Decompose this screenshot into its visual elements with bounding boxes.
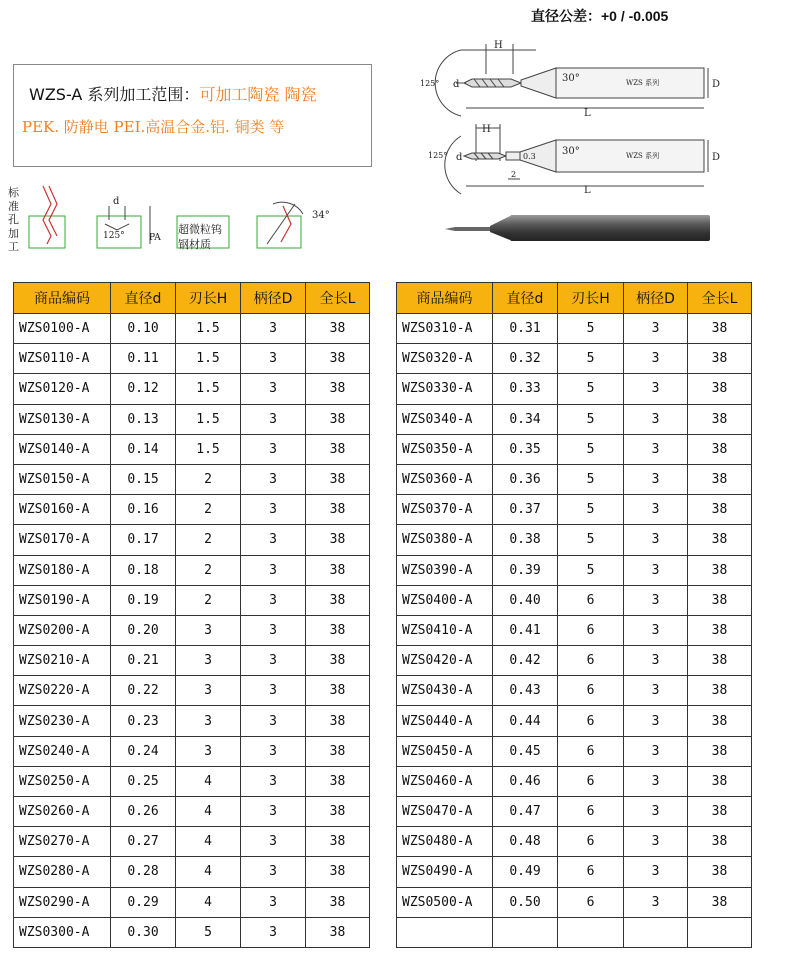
table-row	[14, 827, 370, 857]
table-row	[397, 464, 752, 494]
cell-flute-length: 2	[176, 495, 241, 525]
cell-flute-length: 5	[176, 917, 241, 947]
cell-shank-diameter: 3	[624, 404, 688, 434]
drawing-angle-30-1: 30°	[562, 73, 580, 84]
table-row	[397, 857, 752, 887]
cell-code: WZS0180-A	[14, 555, 111, 585]
cell-flute-length: 5	[558, 555, 624, 585]
hole-machining-sketch	[5, 184, 335, 259]
cell-flute-length: 2	[176, 555, 241, 585]
drill-technical-drawing	[416, 36, 726, 206]
cell-overall-length: 38	[306, 344, 370, 374]
table-row	[397, 404, 752, 434]
cell-diameter: 0.29	[111, 887, 176, 917]
drawing-D-label-1: D	[712, 79, 721, 90]
sketch-pa-label: PA	[149, 233, 161, 243]
cell-overall-length: 38	[306, 555, 370, 585]
cell-diameter: 0.46	[493, 766, 558, 796]
cell-overall-length: 38	[306, 495, 370, 525]
cell-overall-length: 38	[306, 585, 370, 615]
cell-code: WZS0370-A	[397, 495, 493, 525]
cell-code: WZS0120-A	[14, 374, 111, 404]
cell-overall-length: 38	[688, 857, 752, 887]
series-range-prefix: WZS-A 系列加工范围：	[29, 85, 200, 104]
cell-shank-diameter: 3	[241, 887, 306, 917]
cell-diameter: 0.25	[111, 766, 176, 796]
cell-diameter: 0.17	[111, 525, 176, 555]
cell-shank-diameter: 3	[624, 434, 688, 464]
table-header-row	[14, 283, 370, 314]
cell-code: WZS0490-A	[397, 857, 493, 887]
cell-diameter: 0.36	[493, 464, 558, 494]
cell-diameter: 0.47	[493, 797, 558, 827]
cell-shank-diameter: 3	[241, 797, 306, 827]
drawing-h-label-1: H	[494, 40, 503, 51]
cell-shank-diameter	[624, 917, 688, 947]
table-row	[14, 706, 370, 736]
cell-shank-diameter: 3	[241, 736, 306, 766]
cell-shank-diameter: 3	[624, 464, 688, 494]
cell-shank-diameter: 3	[624, 857, 688, 887]
cell-shank-diameter: 3	[624, 766, 688, 796]
cell-flute-length: 4	[176, 827, 241, 857]
cell-diameter: 0.18	[111, 555, 176, 585]
cell-flute-length: 4	[176, 797, 241, 827]
table-row	[14, 766, 370, 796]
cell-code: WZS0430-A	[397, 676, 493, 706]
cell-diameter: 0.50	[493, 887, 558, 917]
table-row	[14, 374, 370, 404]
cell-overall-length: 38	[688, 887, 752, 917]
cell-flute-length: 6	[558, 887, 624, 917]
cell-shank-diameter: 3	[624, 706, 688, 736]
cell-diameter: 0.34	[493, 404, 558, 434]
header-flute-length: 刃长H	[558, 283, 624, 314]
cell-diameter: 0.37	[493, 495, 558, 525]
cell-overall-length: 38	[306, 374, 370, 404]
cell-code: WZS0300-A	[14, 917, 111, 947]
cell-overall-length: 38	[306, 766, 370, 796]
cell-flute-length: 6	[558, 646, 624, 676]
cell-diameter: 0.44	[493, 706, 558, 736]
cell-flute-length: 6	[558, 676, 624, 706]
cell-flute-length: 6	[558, 766, 624, 796]
cell-overall-length: 38	[688, 495, 752, 525]
table-row	[14, 646, 370, 676]
cell-diameter: 0.21	[111, 646, 176, 676]
series-range-line2: PEK. 防静电 PEI.高温合金.铝. 铜类 等	[22, 118, 285, 136]
table-row	[397, 495, 752, 525]
cell-shank-diameter: 3	[241, 646, 306, 676]
cell-code: WZS0260-A	[14, 797, 111, 827]
cell-diameter: 0.11	[111, 344, 176, 374]
cell-flute-length: 6	[558, 736, 624, 766]
cell-shank-diameter: 3	[624, 827, 688, 857]
cell-flute-length: 5	[558, 495, 624, 525]
table-body-left	[14, 314, 370, 948]
cell-code: WZS0500-A	[397, 887, 493, 917]
cell-shank-diameter: 3	[624, 797, 688, 827]
drawing-step-03: 0.3	[523, 152, 536, 161]
cell-diameter: 0.15	[111, 464, 176, 494]
cell-shank-diameter: 3	[241, 434, 306, 464]
header-code: 商品编码	[14, 283, 111, 314]
cell-shank-diameter: 3	[241, 917, 306, 947]
cell-flute-length: 3	[176, 646, 241, 676]
cell-overall-length: 38	[306, 464, 370, 494]
cell-shank-diameter: 3	[624, 344, 688, 374]
table-row	[397, 555, 752, 585]
cell-overall-length: 38	[688, 404, 752, 434]
cell-diameter: 0.43	[493, 676, 558, 706]
cell-shank-diameter: 3	[241, 615, 306, 645]
cell-flute-length: 5	[558, 434, 624, 464]
table-header-row	[397, 283, 752, 314]
cell-code: WZS0470-A	[397, 797, 493, 827]
table-body-right	[397, 314, 752, 948]
table-row	[14, 615, 370, 645]
cell-flute-length: 1.5	[176, 374, 241, 404]
cell-diameter	[493, 917, 558, 947]
cell-flute-length: 2	[176, 525, 241, 555]
cell-flute-length: 1.5	[176, 404, 241, 434]
cell-shank-diameter: 3	[624, 585, 688, 615]
cell-shank-diameter: 3	[624, 615, 688, 645]
cell-diameter: 0.24	[111, 736, 176, 766]
cell-diameter: 0.30	[111, 917, 176, 947]
cell-code: WZS0140-A	[14, 434, 111, 464]
table-row	[397, 887, 752, 917]
table-row	[397, 314, 752, 344]
table-row	[14, 495, 370, 525]
cell-code: WZS0240-A	[14, 736, 111, 766]
cell-diameter: 0.19	[111, 585, 176, 615]
header-diameter: 直径d	[111, 283, 176, 314]
cell-shank-diameter: 3	[241, 344, 306, 374]
cell-shank-diameter: 3	[241, 555, 306, 585]
cell-shank-diameter: 3	[241, 857, 306, 887]
drawing-d-label-1: d	[453, 79, 460, 90]
cell-flute-length: 3	[176, 736, 241, 766]
cell-flute-length: 6	[558, 827, 624, 857]
cell-overall-length: 38	[306, 887, 370, 917]
series-range-line1	[29, 82, 317, 105]
cell-diameter: 0.13	[111, 404, 176, 434]
cell-overall-length: 38	[688, 525, 752, 555]
cell-diameter: 0.32	[493, 344, 558, 374]
cell-code: WZS0410-A	[397, 615, 493, 645]
cell-diameter: 0.48	[493, 827, 558, 857]
spec-table-right	[396, 282, 752, 948]
table-row	[14, 676, 370, 706]
cell-overall-length: 38	[306, 646, 370, 676]
cell-shank-diameter: 3	[624, 525, 688, 555]
table-row	[397, 374, 752, 404]
table-row	[397, 434, 752, 464]
drawing-D-label-2: D	[712, 152, 721, 163]
header-shank-diameter: 柄径D	[241, 283, 306, 314]
header-overall-length: 全长L	[306, 283, 370, 314]
cell-code: WZS0320-A	[397, 344, 493, 374]
cell-diameter: 0.45	[493, 736, 558, 766]
cell-overall-length: 38	[306, 525, 370, 555]
cell-flute-length: 1.5	[176, 434, 241, 464]
cell-shank-diameter: 3	[241, 495, 306, 525]
cell-diameter: 0.10	[111, 314, 176, 344]
cell-flute-length: 5	[558, 525, 624, 555]
cell-code: WZS0230-A	[14, 706, 111, 736]
table-row	[397, 917, 752, 947]
cell-code: WZS0170-A	[14, 525, 111, 555]
cell-flute-length: 6	[558, 706, 624, 736]
cell-code: WZS0360-A	[397, 464, 493, 494]
cell-diameter: 0.20	[111, 615, 176, 645]
table-row	[14, 917, 370, 947]
cell-overall-length: 38	[688, 314, 752, 344]
cell-flute-length: 2	[176, 464, 241, 494]
cell-flute-length: 4	[176, 887, 241, 917]
table-row	[397, 827, 752, 857]
cell-code: WZS0460-A	[397, 766, 493, 796]
header-flute-length: 刃长H	[176, 283, 241, 314]
drawing-angle-tip-2: 125°	[428, 151, 448, 160]
cell-overall-length: 38	[688, 615, 752, 645]
cell-shank-diameter: 3	[241, 464, 306, 494]
cell-code: WZS0160-A	[14, 495, 111, 525]
sketch-d-label: d	[113, 196, 120, 207]
cell-overall-length: 38	[306, 615, 370, 645]
cell-flute-length: 5	[558, 314, 624, 344]
cell-shank-diameter: 3	[624, 736, 688, 766]
table-row	[397, 706, 752, 736]
table-row	[397, 676, 752, 706]
cell-code: WZS0400-A	[397, 585, 493, 615]
cell-diameter: 0.38	[493, 525, 558, 555]
cell-flute-length: 5	[558, 404, 624, 434]
cell-flute-length: 5	[558, 464, 624, 494]
cell-flute-length: 1.5	[176, 344, 241, 374]
cell-overall-length: 38	[688, 374, 752, 404]
table-row	[14, 555, 370, 585]
cell-code: WZS0340-A	[397, 404, 493, 434]
cell-flute-length: 5	[558, 344, 624, 374]
cell-flute-length: 2	[176, 585, 241, 615]
cell-overall-length: 38	[688, 766, 752, 796]
table-row	[14, 404, 370, 434]
cell-shank-diameter: 3	[241, 766, 306, 796]
cell-flute-length: 3	[176, 615, 241, 645]
cell-shank-diameter: 3	[241, 585, 306, 615]
cell-flute-length	[558, 917, 624, 947]
cell-shank-diameter: 3	[241, 374, 306, 404]
cell-overall-length: 38	[688, 585, 752, 615]
table-row	[397, 344, 752, 374]
cell-code: WZS0330-A	[397, 374, 493, 404]
cell-code: WZS0210-A	[14, 646, 111, 676]
cell-code: WZS0190-A	[14, 585, 111, 615]
cell-shank-diameter: 3	[624, 314, 688, 344]
cell-code: WZS0480-A	[397, 827, 493, 857]
table-row	[397, 766, 752, 796]
cell-shank-diameter: 3	[624, 374, 688, 404]
cell-flute-length: 5	[558, 374, 624, 404]
cell-code: WZS0250-A	[14, 766, 111, 796]
cell-overall-length: 38	[688, 344, 752, 374]
drawing-step-2: 2	[511, 170, 517, 179]
cell-shank-diameter: 3	[241, 706, 306, 736]
drawing-h-label-2: H	[482, 124, 491, 135]
cell-diameter: 0.40	[493, 585, 558, 615]
table-row	[14, 434, 370, 464]
table-row	[14, 797, 370, 827]
cell-diameter: 0.14	[111, 434, 176, 464]
spec-table-left	[13, 282, 370, 948]
cell-flute-length: 4	[176, 857, 241, 887]
sketch-angle-34: 34°	[312, 210, 330, 221]
cell-overall-length: 38	[688, 797, 752, 827]
cell-diameter: 0.35	[493, 434, 558, 464]
table-row	[14, 585, 370, 615]
series-range-box	[13, 64, 372, 167]
cell-diameter: 0.16	[111, 495, 176, 525]
cell-shank-diameter: 3	[241, 314, 306, 344]
table-row	[14, 736, 370, 766]
cell-diameter: 0.49	[493, 857, 558, 887]
cell-overall-length: 38	[306, 676, 370, 706]
cell-code: WZS0450-A	[397, 736, 493, 766]
cell-diameter: 0.26	[111, 797, 176, 827]
drawing-d-label-2: d	[456, 152, 463, 163]
cell-overall-length	[688, 917, 752, 947]
cell-overall-length: 38	[688, 555, 752, 585]
cell-diameter: 0.33	[493, 374, 558, 404]
drawing-L-label-1: L	[584, 108, 591, 119]
cell-code: WZS0150-A	[14, 464, 111, 494]
drawing-L-label-2: L	[584, 185, 591, 196]
header-shank-diameter: 柄径D	[624, 283, 688, 314]
drawing-series-mark-2: WZS 系列	[626, 152, 660, 160]
cell-flute-length: 1.5	[176, 314, 241, 344]
cell-shank-diameter: 3	[241, 827, 306, 857]
cell-diameter: 0.28	[111, 857, 176, 887]
cell-diameter: 0.42	[493, 646, 558, 676]
cell-flute-length: 6	[558, 857, 624, 887]
cell-overall-length: 38	[688, 706, 752, 736]
table-row	[14, 314, 370, 344]
cell-shank-diameter: 3	[624, 495, 688, 525]
cell-overall-length: 38	[688, 434, 752, 464]
header-diameter: 直径d	[493, 283, 558, 314]
cell-shank-diameter: 3	[241, 404, 306, 434]
cell-code: WZS0290-A	[14, 887, 111, 917]
cell-overall-length: 38	[306, 404, 370, 434]
cell-overall-length: 38	[688, 827, 752, 857]
cell-overall-length: 38	[306, 706, 370, 736]
cell-code: WZS0130-A	[14, 404, 111, 434]
table-row	[397, 797, 752, 827]
cell-code: WZS0270-A	[14, 827, 111, 857]
cell-code: WZS0110-A	[14, 344, 111, 374]
drawing-series-mark-1: WZS 系列	[626, 79, 660, 87]
cell-shank-diameter: 3	[624, 646, 688, 676]
table-row	[14, 525, 370, 555]
cell-flute-length: 6	[558, 797, 624, 827]
cell-flute-length: 6	[558, 585, 624, 615]
cell-shank-diameter: 3	[624, 676, 688, 706]
table-row	[14, 464, 370, 494]
cell-overall-length: 38	[688, 736, 752, 766]
cell-diameter: 0.27	[111, 827, 176, 857]
diameter-tolerance: 直径公差：+0 / -0.005	[531, 8, 669, 24]
cell-overall-length: 38	[306, 736, 370, 766]
cell-diameter: 0.12	[111, 374, 176, 404]
cell-code: WZS0380-A	[397, 525, 493, 555]
cell-code: WZS0390-A	[397, 555, 493, 585]
table-row	[397, 646, 752, 676]
cell-code: WZS0100-A	[14, 314, 111, 344]
cell-overall-length: 38	[306, 827, 370, 857]
cell-shank-diameter: 3	[241, 676, 306, 706]
cell-code: WZS0420-A	[397, 646, 493, 676]
cell-diameter: 0.39	[493, 555, 558, 585]
header-overall-length: 全长L	[688, 283, 752, 314]
table-row	[14, 857, 370, 887]
cell-overall-length: 38	[688, 676, 752, 706]
cell-diameter: 0.23	[111, 706, 176, 736]
cell-overall-length: 38	[306, 797, 370, 827]
cell-code	[397, 917, 493, 947]
cell-flute-length: 3	[176, 706, 241, 736]
table-row	[14, 344, 370, 374]
drawing-angle-tip-1: 125°	[420, 79, 440, 88]
cell-shank-diameter: 3	[624, 555, 688, 585]
cell-shank-diameter: 3	[624, 887, 688, 917]
drawing-angle-30-2: 30°	[562, 146, 580, 157]
cell-overall-length: 38	[688, 464, 752, 494]
micro-grain-label: 超微粒钨钢材质	[178, 223, 222, 251]
cell-code: WZS0350-A	[397, 434, 493, 464]
cell-flute-length: 4	[176, 766, 241, 796]
cell-overall-length: 38	[306, 857, 370, 887]
cell-code: WZS0440-A	[397, 706, 493, 736]
cell-code: WZS0310-A	[397, 314, 493, 344]
table-row	[14, 887, 370, 917]
table-row	[397, 585, 752, 615]
table-row	[397, 525, 752, 555]
cell-overall-length: 38	[306, 434, 370, 464]
cell-overall-length: 38	[688, 646, 752, 676]
cell-overall-length: 38	[306, 917, 370, 947]
cell-code: WZS0220-A	[14, 676, 111, 706]
drill-bit-photo	[445, 210, 715, 246]
sketch-angle-125: 125°	[103, 231, 125, 241]
table-row	[397, 615, 752, 645]
cell-flute-length: 6	[558, 615, 624, 645]
cell-overall-length: 38	[306, 314, 370, 344]
cell-diameter: 0.22	[111, 676, 176, 706]
header-code: 商品编码	[397, 283, 493, 314]
standard-hole-label: 标准孔加工	[8, 186, 19, 253]
table-row	[397, 736, 752, 766]
cell-code: WZS0200-A	[14, 615, 111, 645]
cell-diameter: 0.31	[493, 314, 558, 344]
cell-flute-length: 3	[176, 676, 241, 706]
series-range-highlight: 可加工陶瓷 陶瓷	[199, 85, 317, 104]
cell-shank-diameter: 3	[241, 525, 306, 555]
cell-diameter: 0.41	[493, 615, 558, 645]
cell-code: WZS0280-A	[14, 857, 111, 887]
